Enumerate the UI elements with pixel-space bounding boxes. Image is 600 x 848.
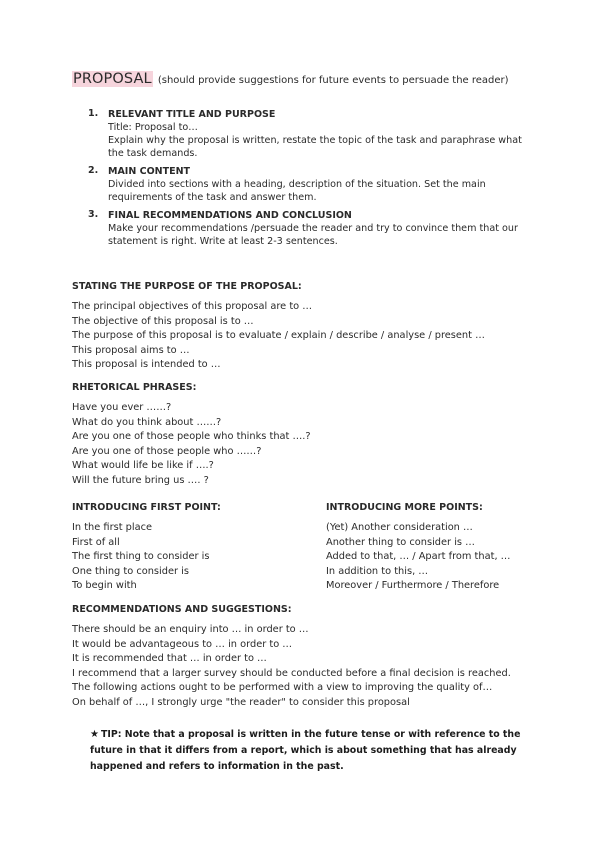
list-number: 2. xyxy=(88,165,99,176)
phrase-line: Moreover / Furthermore / Therefore xyxy=(326,580,500,592)
phrase-line: It is recommended that … in order to … xyxy=(72,653,267,665)
rhetorical-section xyxy=(72,381,311,489)
phrase-line: The objective of this proposal is to … xyxy=(72,315,254,327)
phrase-line: To begin with xyxy=(72,580,137,592)
section-heading: INTRODUCING MORE POINTS: xyxy=(326,502,483,513)
section-heading: STATING THE PURPOSE OF THE PROPOSAL: xyxy=(72,281,302,292)
list-item xyxy=(88,165,528,204)
phrase-line: The following actions ought to be performed with a view to improving the quality of… xyxy=(72,682,493,694)
phrase-line: The first thing to consider is xyxy=(72,551,210,563)
phrase-line: On behalf of …, I strongly urge "the reader" to consider this proposal xyxy=(72,696,410,708)
phrase-line: The principal objectives of this proposal are to … xyxy=(72,301,313,312)
section-heading: RECOMMENDATIONS AND SUGGESTIONS: xyxy=(72,604,292,615)
list-text: Explain why the proposal is written, restate the topic of the task and paraphrase what the task demands. xyxy=(108,135,522,159)
list-text: Make your recommendations /persuade the reader and try to convince them that our statement is right. Write at least 2-3 sentences. xyxy=(108,223,518,247)
phrase-line: What would life be like if ….? xyxy=(72,460,214,472)
phrase-line: I recommend that a larger survey should be conducted before a final decision is reached. xyxy=(72,667,511,679)
list-item xyxy=(88,209,528,248)
phrase-line: Will the future bring us …. ? xyxy=(72,474,209,486)
recommendations-section xyxy=(72,603,511,711)
tip-text: TIP: Note that a proposal is written in the future tense or with reference to the future in that it differs from a report, which is about something that has already happened and refers to information in the past. xyxy=(90,729,521,772)
phrase-line: First of all xyxy=(72,536,120,548)
section-heading: INTRODUCING FIRST POINT: xyxy=(72,502,221,513)
list-text: Title: Proposal to… xyxy=(108,122,198,133)
list-item xyxy=(88,108,528,160)
phrase-line: (Yet) Another consideration … xyxy=(326,522,473,533)
structure-list xyxy=(88,108,528,253)
first-point-section xyxy=(72,501,221,594)
phrase-line: Added to that, … / Apart from that, … xyxy=(326,551,511,563)
tip-note xyxy=(90,727,530,775)
list-heading: RELEVANT TITLE AND PURPOSE xyxy=(108,109,276,120)
phrase-line: Are you one of those people who ……? xyxy=(72,445,262,457)
list-heading: MAIN CONTENT xyxy=(108,166,190,177)
phrase-line: The purpose of this proposal is to evaluate / explain / describe / analyse / present … xyxy=(72,330,485,342)
phrase-line: One thing to consider is xyxy=(72,565,189,577)
list-text: Divided into sections with a heading, description of the situation. Set the main requirements of the task and answer them. xyxy=(108,179,486,203)
document-subtitle: (should provide suggestions for future events to persuade the reader) xyxy=(157,75,509,86)
phrase-line: It would be advantageous to … in order to … xyxy=(72,638,293,650)
phrase-line: What do you think about ……? xyxy=(72,416,222,428)
more-points-section xyxy=(326,501,510,594)
phrase-line: Are you one of those people who thinks that ….? xyxy=(72,431,311,443)
star-icon: ★ xyxy=(90,729,99,740)
phrase-line: In the first place xyxy=(72,522,153,533)
phrase-line: This proposal aims to … xyxy=(72,344,190,356)
phrase-line: Another thing to consider is … xyxy=(326,536,475,548)
list-number: 1. xyxy=(88,108,99,119)
section-heading: RHETORICAL PHRASES: xyxy=(72,382,197,393)
purpose-section xyxy=(72,280,485,373)
phrase-line: There should be an enquiry into … in order to … xyxy=(72,624,309,635)
phrase-line: Have you ever ……? xyxy=(72,402,172,413)
list-number: 3. xyxy=(88,209,99,220)
list-heading: FINAL RECOMMENDATIONS AND CONCLUSION xyxy=(108,210,352,221)
phrase-line: In addition to this, … xyxy=(326,565,429,577)
phrase-line: This proposal is intended to … xyxy=(72,359,221,371)
document-title: PROPOSAL xyxy=(73,71,152,87)
document-title-line xyxy=(72,71,509,87)
